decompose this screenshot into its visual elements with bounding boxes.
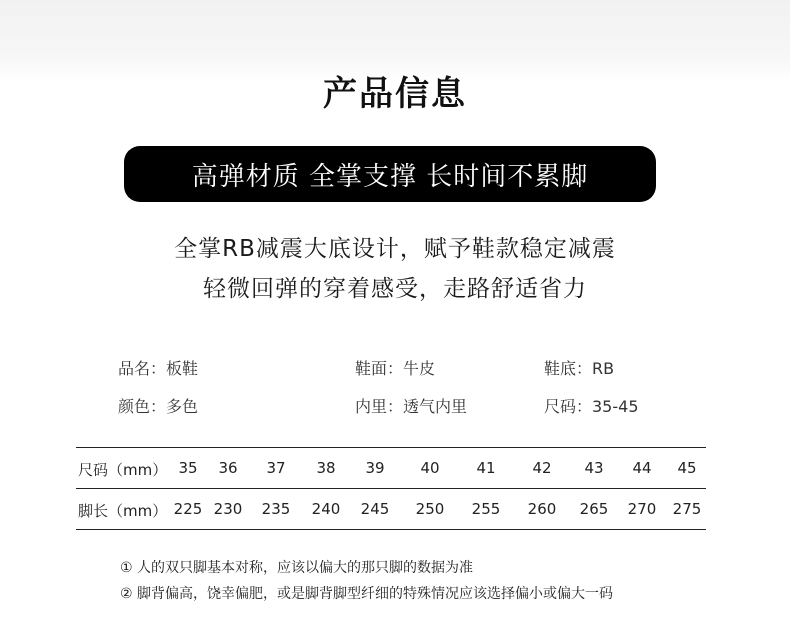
size-cell: 43 [584, 459, 604, 477]
length-row-label: 脚长（mm） [78, 502, 168, 520]
size-cell: 38 [316, 459, 336, 477]
spec-name: 品名：板鞋 [118, 359, 199, 378]
length-cell: 275 [672, 500, 702, 518]
length-cell: 260 [527, 500, 557, 518]
size-cell: 44 [632, 459, 652, 477]
feature-banner [124, 146, 656, 202]
size-cell: 40 [420, 459, 440, 477]
length-cell: 245 [360, 500, 390, 518]
length-cell: 250 [415, 500, 445, 518]
spec-sole: 鞋底：RB [544, 359, 615, 378]
size-cell: 39 [365, 459, 385, 477]
length-cell: 265 [579, 500, 609, 518]
spec-size: 尺码：35-45 [544, 397, 639, 416]
spec-upper: 鞋面：牛皮 [355, 359, 436, 378]
description-line-1: 全掌RB减震大底设计，赋予鞋款稳定减震 [174, 236, 616, 262]
size-row-label: 尺码（mm） [78, 461, 168, 479]
note-1: ① 人的双只脚基本对称，应该以偏大的那只脚的数据为准 [120, 560, 473, 576]
size-row [76, 448, 706, 488]
length-cell: 235 [261, 500, 291, 518]
length-cell: 230 [213, 500, 243, 518]
note-2: ② 脚背偏高，饶幸偏肥，或是脚背脚型纤细的特殊情况应该选择偏小或偏大一码 [120, 586, 613, 602]
description-line-2: 轻微回弹的穿着感受，走路舒适省力 [203, 276, 587, 302]
length-cell: 270 [627, 500, 657, 518]
size-cell: 35 [178, 459, 198, 477]
size-cell: 36 [218, 459, 238, 477]
length-cell: 240 [311, 500, 341, 518]
size-cell: 37 [266, 459, 286, 477]
size-cell: 45 [677, 459, 697, 477]
spec-color: 颜色：多色 [118, 397, 199, 416]
feature-banner-text: 高弹材质 全掌支撑 长时间不累脚 [191, 161, 589, 192]
length-cell: 225 [173, 500, 203, 518]
size-cell: 41 [476, 459, 496, 477]
length-cell: 255 [471, 500, 501, 518]
table-bottom-rule [76, 529, 706, 530]
length-row [76, 489, 706, 529]
spec-lining: 内里：透气内里 [355, 397, 468, 416]
page-title: 产品信息 [323, 74, 467, 114]
size-cell: 42 [532, 459, 552, 477]
